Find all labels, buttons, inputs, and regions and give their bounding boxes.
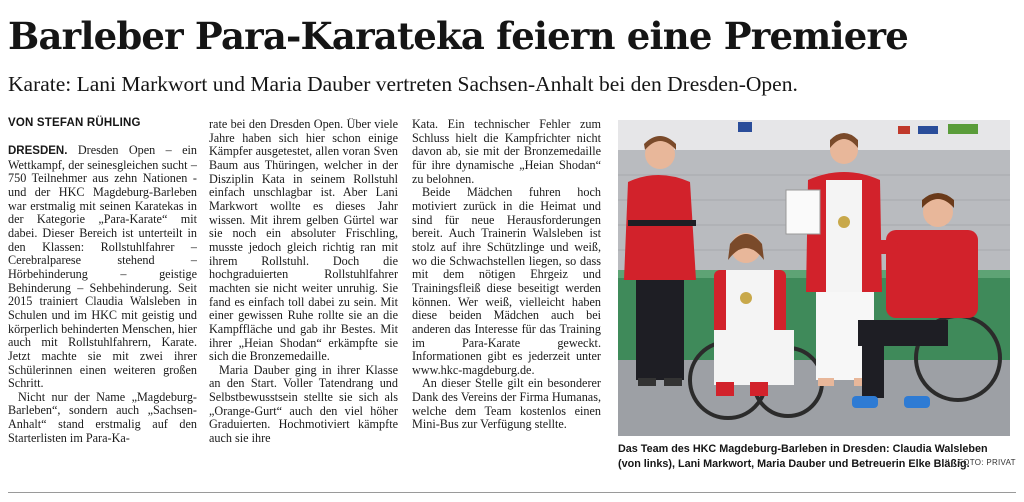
paragraph: Kata. Ein technischer Fehler zum Schluss hielt die Kampfrichter nicht davon ab, sie mit der Bronzemedaille für ihre dynamische „Heian Shodan“ zu belohnen. xyxy=(412,118,601,186)
article-headline: Barleber Para-Karateka feiern eine Premiere xyxy=(8,14,908,58)
article-byline: VON STEFAN RÜHLING xyxy=(8,117,141,129)
paragraph-text: Dresden Open – ein Wettkampf, der seinesgleichen sucht – 750 Teilnehmer aus zehn Nationen - und der HKC Magdeburg-Barleben war erstmalig mit seinen Karatekas in der Kategorie „Para-Karate“ mit dabei. Dieser Bereich ist unterteilt in den Klassen: Rollstuhlfahrer – Cerebralparese stehend – Hörbehinderung – geistige Behinderung – Sehbehinderung. Seit 2015 trainiert Claudia Walsleben in Schulen und im HKC mit geistig und körperlich behinderten Menschen, hier auch mit Rollstuhlfahrern, Karate. Jetzt machte sie mit zwei ihrer Schülerinnen einen weiteren großen Schritt. xyxy=(8,144,197,391)
dateline: DRESDEN. xyxy=(8,145,68,157)
team-photo xyxy=(618,120,1010,436)
photo-credit: FOTO: PRIVAT xyxy=(958,458,1016,467)
article-subheadline: Karate: Lani Markwort und Maria Dauber vertreten Sachsen-Anhalt bei den Dresden-Open. xyxy=(8,72,798,96)
bottom-divider xyxy=(8,492,1016,493)
article-column-1 xyxy=(8,144,197,479)
article-column-2 xyxy=(209,118,398,478)
article-column-3 xyxy=(412,118,601,478)
paragraph xyxy=(8,144,197,391)
paragraph: An dieser Stelle gilt ein besonderer Dank des Vereins der Firma Humanas, welche dem Team kostenlos einen Mini-Bus zur Verfügung stellte. xyxy=(412,376,601,432)
team-photo-illustration xyxy=(618,120,1010,436)
photo-caption: Das Team des HKC Magdeburg-Barleben in Dresden: Claudia Walsleben (von links), Lani Markwort, Maria Dauber und Betreuerin Elke Bläßig. xyxy=(618,443,988,470)
paragraph: rate bei den Dresden Open. Über viele Jahre haben sich hier schon einige Kämpfer ausgetestet, allen voran Sven Baum aus Thüringen, welcher in der Disziplin Kata in seinem Rollstuhl einfach unschlagbar ist. Aber Lani Markwort wollte es dieses Jahr wissen. Mit ihrem gelben Gürtel war sie noch ein absoluter Frischling, musste jedoch gleich richtig ran mit ihrem Rollstuhl. Doch die hochgraduierten Rollstuhlfahrer machten sie nicht weiter unruhig. Sie fand es einfach toll dabei zu sein. Mit einer gewissen Ruhe rollte sie an die Kampffläche und gab ihr Bestes. Mit ihrer „Heian Shodan“ erkämpfte sie sich die Bronzemedaille. xyxy=(209,118,398,364)
paragraph: Maria Dauber ging in ihrer Klasse an den Start. Voller Tatendrang und Selbstbewusstsein stellte sie sich als „Orange-Gurt“ auch den viel höher Graduierten. Hochmotiviert kämpfte auch sie ihre xyxy=(209,362,398,446)
paragraph: Nicht nur der Name „Magdeburg-Barleben“, sondern auch „Sachsen-Anhalt“ stand erstmalig auf den Starterlisten im Para-Ka- xyxy=(8,389,197,445)
paragraph: Beide Mädchen fuhren hoch motiviert zurück in die Heimat und sind für neue Herausforderungen bereit. Auch Trainerin Walsleben ist stolz auf ihre Schützlinge und weiß, wo die Schwachstellen liegen, so dass mit dem nötigen Ehrgeiz und Trainingsfleiß diese beseitigt werden können. Wer weiß, vielleicht haben diese beiden Mädchen auch bei anderen das Interesse für das Training im Para-Karate geweckt. Informationen gibt es jederzeit unter www.hkc-magdeburg.de. xyxy=(412,185,601,377)
